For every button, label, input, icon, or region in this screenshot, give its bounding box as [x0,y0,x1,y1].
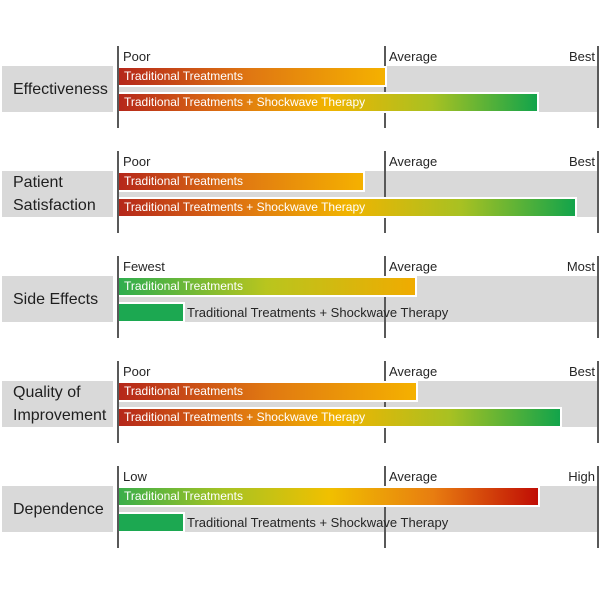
chart-section [0,466,600,571]
scale-tick-right [597,256,599,338]
bar-traditional-treatments [119,276,417,297]
scale-label-left: Low [123,469,147,484]
bar-series-label: Traditional Treatments [124,279,243,293]
scale-tick-right [597,361,599,443]
category-label: Patient Satisfaction [13,174,96,214]
bar-series-label: Traditional Treatments [124,174,243,188]
scale-tick-right [597,46,599,128]
scale-tick-left [117,151,119,233]
bar-series-label: Traditional Treatments + Shockwave Therapy [187,515,449,530]
category-label: Effectiveness [13,80,108,98]
bar-series-label: Traditional Treatments [124,384,243,398]
category-band [2,381,113,427]
scale-tick-average [384,46,386,128]
scale-label-right: Best [568,364,595,379]
scale-label-average: Average [389,469,438,484]
scale-tick-left [117,256,119,338]
scale-tick-right [597,151,599,233]
scale-tick-average [384,151,386,233]
category-band [2,171,113,217]
bar-combined-therapy [119,197,577,218]
chart-section [0,46,600,151]
bar-traditional-treatments [119,171,365,192]
bar-combined-therapy [119,407,562,428]
scale-tick-average [384,256,386,338]
scale-tick-left [117,466,119,548]
scale-label-left: Poor [123,154,151,169]
bar-traditional-treatments [119,486,540,507]
bar-traditional-treatments [119,66,387,87]
scale-label-left: Poor [123,49,151,64]
scale-label-left: Poor [123,364,151,379]
bar-traditional-treatments [119,381,418,402]
bar-series-label: Traditional Treatments [124,69,243,83]
chart-section [0,151,600,256]
category-label: Dependence [13,500,104,518]
bar-series-label: Traditional Treatments + Shockwave Therapy [187,305,449,320]
category-band [2,486,113,532]
chart-section [0,361,600,466]
scale-label-average: Average [389,364,438,379]
bar-combined-therapy [119,92,539,113]
bar-series-label: Traditional Treatments + Shockwave Therapy [124,410,366,424]
category-label: Side Effects [13,290,99,308]
scale-tick-left [117,46,119,128]
scale-tick-average [384,466,386,548]
scale-label-right: Best [568,154,595,169]
scale-label-right: High [568,469,595,484]
bar-series-label: Traditional Treatments [124,489,243,503]
scale-label-average: Average [389,154,438,169]
category-label: Quality of Improvement [13,384,107,424]
scale-label-right: Most [566,259,595,274]
category-band [2,66,113,112]
scale-label-right: Best [568,49,595,64]
scale-tick-right [597,466,599,548]
bar-series-label: Traditional Treatments + Shockwave Therapy [124,200,366,214]
bar-series-label: Traditional Treatments + Shockwave Therapy [124,95,366,109]
bar-combined-therapy [119,512,449,533]
scale-label-left: Fewest [123,259,165,274]
scale-label-average: Average [389,259,438,274]
chart-section [0,256,600,361]
bar-combined-therapy [119,302,449,323]
scale-tick-average [384,361,386,443]
category-band [2,276,113,322]
scale-tick-left [117,361,119,443]
scale-label-average: Average [389,49,438,64]
